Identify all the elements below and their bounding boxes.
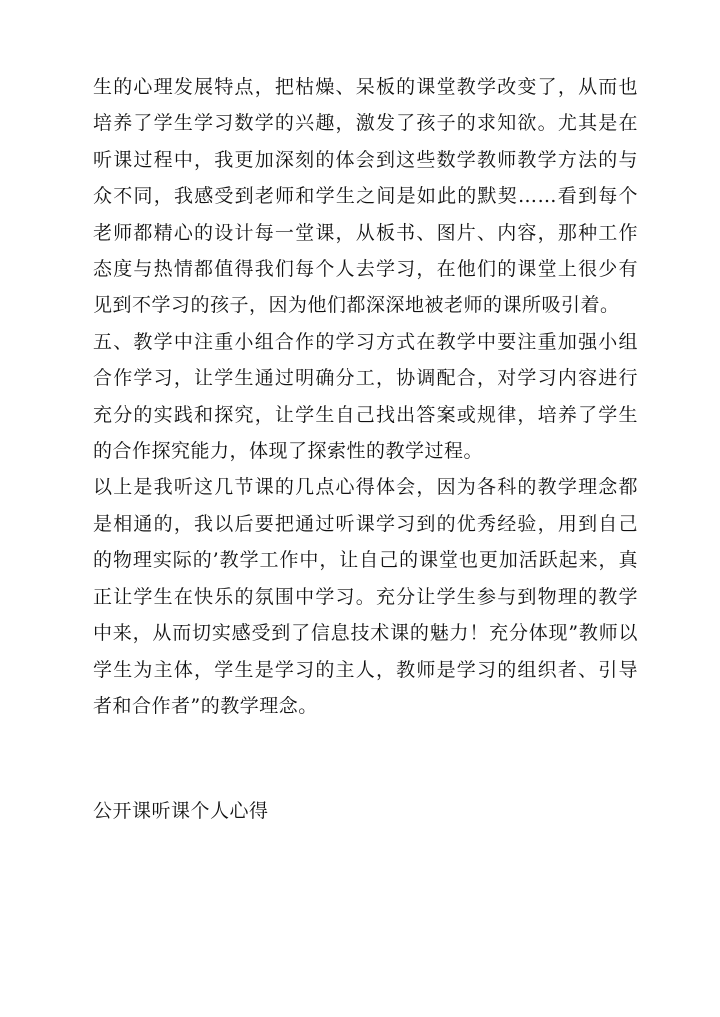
paragraph-3: 以上是我听这几节课的几点心得体会，因为各科的教学理念都是相通的，我以后要把通过听课学习到的优秀经验，用到自己的物理实际的’教学工作中，让自己的课堂也更加活跃起来，真正让学生在快乐的氛围中学习。充分让学生参与到物理的教学中来，从而切实感受到了信息技术课的魅力！充分体现”教师以学生为主体，学生是学习的主人，教师是学习的组织者、引导者和合作者”的教学理念。 bbox=[93, 476, 638, 717]
paragraph-2: 五、教学中注重小组合作的学习方式在教学中要注重加强小组合作学习，让学生通过明确分工，协调配合，对学习内容进行充分的实践和探究，让学生自己找出答案或规律，培养了学生的合作探究能力，体现了探索性的教学过程。 bbox=[93, 330, 638, 463]
next-article-title: 公开课听课个人心得 bbox=[93, 800, 269, 822]
document-body bbox=[93, 69, 638, 724]
paragraph-1: 生的心理发展特点，把枯燥、呆板的课堂教学改变了，从而也培养了学生学习数学的兴趣，激发了孩子的求知欲。尤其是在听课过程中，我更加深刻的体会到这些数学教师教学方法的与众不同，我感受到老师和学生之间是如此的默契……看到每个老师都精心的设计每一堂课，从板书、图片、内容，那种工作态度与热情都值得我们每个人去学习，在他们的课堂上很少有见到不学习的孩子，因为他们都深深地被老师的课所吸引着。 bbox=[93, 76, 638, 317]
